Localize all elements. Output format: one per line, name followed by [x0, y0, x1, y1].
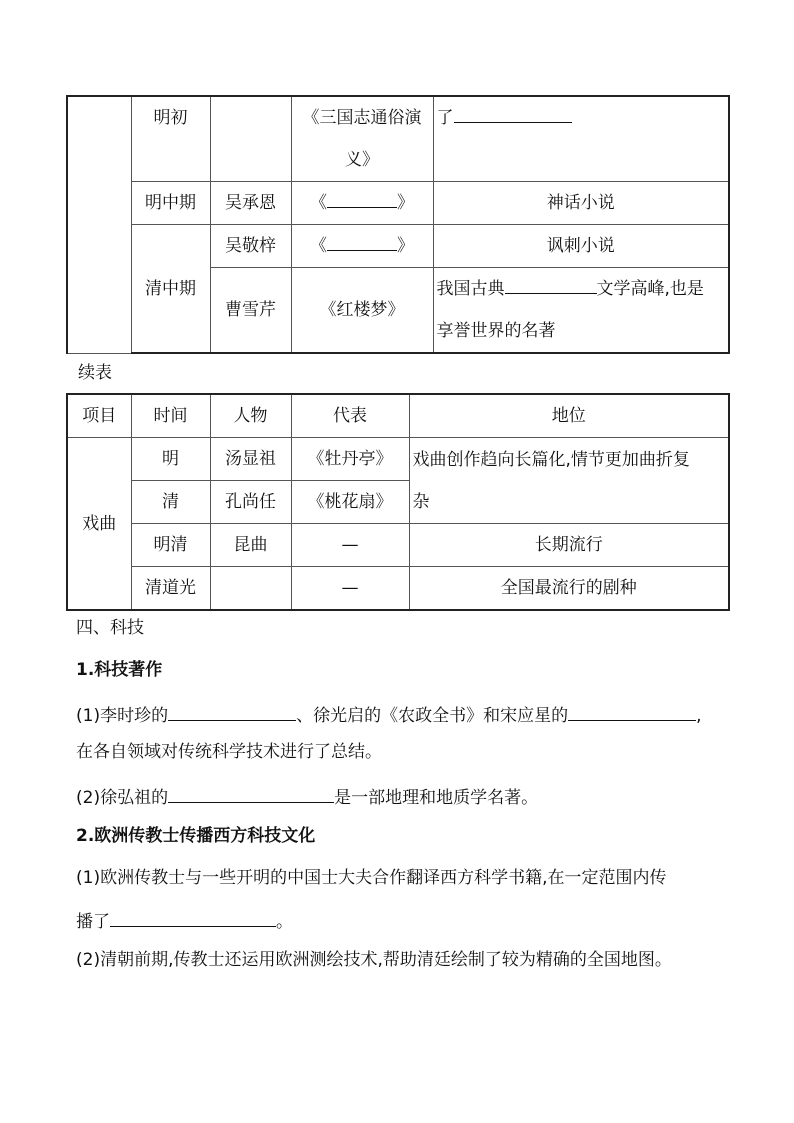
drama-table: [66, 393, 730, 611]
fill-blank: [110, 908, 276, 927]
work-line-1: 《三国志通俗演: [302, 108, 422, 128]
person-cell: 昆曲: [210, 524, 291, 567]
status-cell: [433, 96, 729, 182]
fill-blank: [168, 784, 334, 803]
section-title: 四、科技: [76, 618, 144, 638]
status-cell: 长期流行: [409, 524, 729, 567]
work-cell: [291, 96, 433, 182]
heading-1: 1.科技著作: [76, 660, 163, 680]
fill-blank: [327, 232, 397, 251]
header-time: 时间: [131, 394, 210, 438]
work-cell: —: [291, 524, 409, 567]
person-cell: [210, 96, 291, 182]
time-cell: 明初: [131, 96, 210, 182]
paragraph-1: (1)李时珍的 、徐光启的《农政全书》和宋应星的 ,: [76, 702, 702, 726]
time-cell: 明清: [131, 524, 210, 567]
header-status: 地位: [409, 394, 729, 438]
status-cell: 讽刺小说: [433, 225, 729, 268]
fill-blank: [454, 104, 572, 123]
fill-blank: [168, 702, 296, 721]
work-cell: 《桃花扇》: [291, 481, 409, 524]
work-cell: 《牡丹亭》: [291, 438, 409, 481]
person-cell: 孔尚任: [210, 481, 291, 524]
heading-2: 2.欧洲传教士传播西方科技文化: [76, 826, 316, 846]
paragraph-1-cont: 在各自领域对传统科学技术进行了总结。: [76, 742, 382, 762]
status-text: 了: [436, 108, 454, 128]
category-cell: [67, 96, 131, 353]
category-cell: 戏曲: [67, 438, 131, 611]
time-cell: 清: [131, 481, 210, 524]
status-cell: 戏曲创作趋向长篇化,情节更加曲折复 杂: [409, 438, 729, 524]
header-category: 项目: [67, 394, 131, 438]
time-cell: 清中期: [131, 225, 210, 354]
work-cell: 《红楼梦》: [291, 268, 433, 354]
header-person: 人物: [210, 394, 291, 438]
paragraph-2: (2)徐弘祖的 是一部地理和地质学名著。: [76, 784, 538, 808]
person-cell: 吴承恩: [210, 182, 291, 225]
work-cell: —: [291, 567, 409, 611]
person-cell: [210, 567, 291, 611]
continued-label: 续表: [78, 363, 112, 383]
fill-blank: [505, 275, 597, 294]
status-cell: 神话小说: [433, 182, 729, 225]
header-work: 代表: [291, 394, 409, 438]
time-cell: 明中期: [131, 182, 210, 225]
work-line-2: 义》: [345, 150, 379, 170]
paragraph-3-cont: 播了 。: [76, 908, 293, 932]
status-cell: 我国古典 文学高峰,也是 享誉世界的名著: [433, 268, 729, 354]
time-cell: 明: [131, 438, 210, 481]
person-cell: 曹雪芹: [210, 268, 291, 354]
fill-blank: [568, 702, 696, 721]
work-cell: 《 》: [291, 182, 433, 225]
literature-table: [66, 95, 730, 354]
fill-blank: [327, 189, 397, 208]
status-cell: 全国最流行的剧种: [409, 567, 729, 611]
paragraph-4: (2)清朝前期,传教士还运用欧洲测绘技术,帮助清廷绘制了较为精确的全国地图。: [76, 950, 672, 970]
person-cell: 汤显祖: [210, 438, 291, 481]
work-cell: 《 》: [291, 225, 433, 268]
time-cell: 清道光: [131, 567, 210, 611]
paragraph-3: (1)欧洲传教士与一些开明的中国士大夫合作翻译西方科学书籍,在一定范围内传: [76, 868, 667, 888]
person-cell: 吴敬梓: [210, 225, 291, 268]
